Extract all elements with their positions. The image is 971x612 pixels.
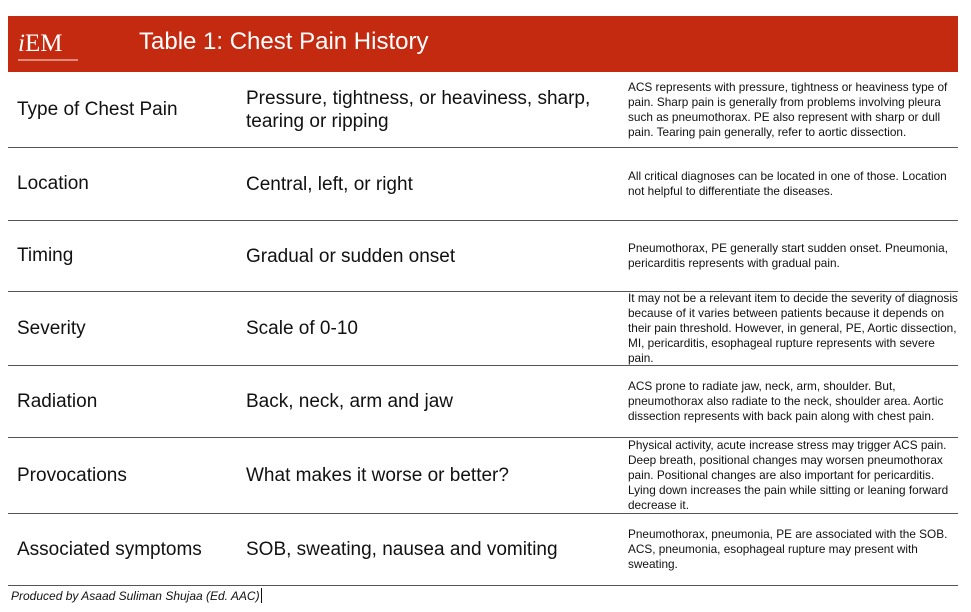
row-note-text: Pneumothorax, PE generally start sudden onset. Pneumonia, pericarditis represents with gradual pain.: [628, 241, 949, 270]
row-label: Severity: [17, 317, 86, 339]
table-row: [8, 292, 958, 366]
row-label: Associated symptoms: [17, 538, 202, 560]
row-note-text: ACS prone to radiate jaw, neck, arm, shoulder. But, pneumothorax also radiate to the neck, shoulder area. Aortic dissection represents with back pain along with chest pain.: [628, 379, 944, 423]
row-label: Location: [17, 173, 89, 194]
row-note-text: All critical diagnoses can be located in one of those. Location not helpful to differentiate the diseases.: [628, 169, 947, 198]
row-note-text: Pneumothorax, pneumonia, PE are associated with the SOB. ACS, pneumonia, esophageal rupture may present with sweating.: [628, 527, 948, 571]
row-note: [628, 72, 958, 147]
table-row: [8, 221, 958, 292]
logo-underline: [18, 59, 78, 61]
row-value: Scale of 0-10: [246, 318, 358, 339]
table-row: [8, 148, 958, 221]
row-note-text: It may not be a relevant item to decide the severity of diagnosis because of it varies between patients because it depends on their pain threshold. However, in general, PE, Aortic dissection, MI, pericarditis, esophageal rupture represents with severe pain.: [628, 292, 958, 365]
table-row: [8, 72, 958, 148]
footer-credit: [11, 588, 262, 603]
row-value: Back, neck, arm and jaw: [246, 391, 453, 412]
row-note: [628, 438, 958, 513]
row-value: Pressure, tightness, or heaviness, sharp, tearing or ripping: [246, 87, 591, 132]
row-value: SOB, sweating, nausea and vomiting: [246, 539, 558, 560]
row-note: [628, 514, 958, 585]
row-value: Gradual or sudden onset: [246, 245, 456, 267]
table-row: [8, 514, 958, 586]
row-note-text: Physical activity, acute increase stress may trigger ACS pain. Deep breath, positional changes may worsen pneumothorax pain. Positional changes are also important for pericarditis. Lying down increases the pain while sitting or leaning forward decrease it.: [628, 438, 949, 512]
row-note: [628, 366, 958, 437]
table-row: [8, 438, 958, 514]
row-value: What makes it worse or better?: [246, 465, 509, 486]
row-note: [628, 148, 958, 220]
logo-text: iEM: [18, 30, 63, 57]
row-note-text: ACS represents with pressure, tightness or heaviness type of pain. Sharp pain is generally from problems involving pleura such as pneumothorax. PE also represent with sharp or dull pain. Tearing pain generally, refer to aortic dissection.: [628, 79, 948, 139]
footer-credit-text: Produced by Asaad Suliman Shujaa (Ed. AAC): [11, 589, 260, 603]
row-label: Type of Chest Pain: [17, 98, 178, 120]
row-note: [628, 292, 958, 365]
row-label: Timing: [17, 245, 74, 266]
row-label: Provocations: [17, 464, 127, 486]
table-row: [8, 366, 958, 438]
table-title: Table 1: Chest Pain History: [139, 28, 429, 55]
row-value: Central, left, or right: [246, 173, 413, 195]
iem-logo: [18, 30, 62, 58]
table-header-bar: [8, 16, 958, 72]
text-cursor: [261, 588, 262, 603]
row-note: [628, 221, 958, 291]
row-label: Radiation: [17, 390, 98, 412]
